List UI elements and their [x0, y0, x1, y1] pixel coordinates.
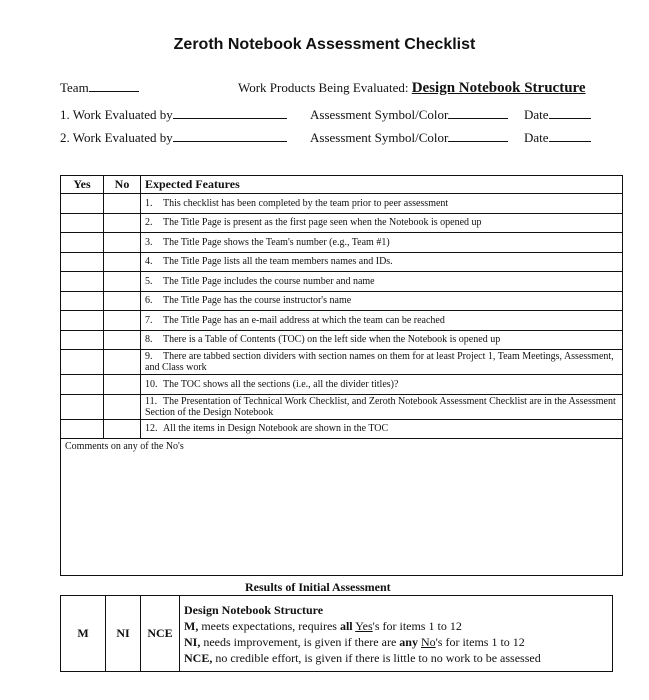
work-products — [238, 80, 586, 97]
feature-text — [141, 252, 623, 272]
team-label: Team — [60, 80, 89, 95]
team-field — [60, 80, 139, 96]
date-blank[interactable] — [549, 141, 591, 142]
criteria-ni: NI, needs improvement, is given if there are any No's for items 1 to 12 — [184, 634, 525, 649]
feature-text — [141, 291, 623, 311]
checklist-row — [61, 311, 623, 331]
work-products-label: Work Products Being Evaluated: — [238, 80, 409, 95]
comments-label: Comments on any of the No's — [65, 441, 184, 452]
yes-cell[interactable] — [61, 330, 104, 350]
yes-cell[interactable] — [61, 194, 104, 214]
item-text: The Title Page lists all the team members names and IDs. — [163, 256, 393, 268]
checklist-table — [60, 175, 623, 576]
item-text: The Title Page is present as the first page seen when the Notebook is opened up — [163, 217, 482, 229]
symbol-label: Assessment Symbol/Color — [310, 130, 449, 145]
item-number: 5. — [145, 275, 153, 287]
yes-cell[interactable] — [61, 291, 104, 311]
item-text: There are tabbed section dividers with section names on them for at least Project 1, Team Meetings, Assessment, and Class work — [145, 351, 614, 373]
no-cell[interactable] — [104, 233, 141, 253]
rating-criteria — [180, 596, 613, 672]
rating-ni[interactable]: NI — [106, 596, 141, 672]
checklist-row — [61, 330, 623, 350]
date-label: Date — [524, 107, 549, 122]
evaluator-label: 1. Work Evaluated by — [60, 107, 173, 122]
page-title: Zeroth Notebook Assessment Checklist — [173, 36, 476, 53]
feature-text — [141, 213, 623, 233]
item-text: The Presentation of Technical Work Checklist, and Zeroth Notebook Assessment Checklist are in the Assessment Section of the Design Notebook — [145, 395, 616, 418]
date-2 — [524, 130, 591, 146]
results-title: Results of Initial Assessment — [245, 580, 391, 594]
symbol-2 — [310, 130, 508, 146]
col-yes: Yes — [61, 176, 104, 194]
date-label: Date — [524, 130, 549, 145]
evaluator-1 — [60, 107, 287, 123]
no-cell[interactable] — [104, 213, 141, 233]
feature-text — [141, 233, 623, 253]
date-1 — [524, 107, 591, 123]
no-cell[interactable] — [104, 194, 141, 214]
item-number: 11. — [145, 395, 158, 407]
item-text: The Title Page includes the course number and name — [163, 275, 375, 287]
item-number: 7. — [145, 314, 153, 326]
evaluator-2 — [60, 130, 287, 146]
evaluator-label: 2. Work Evaluated by — [60, 130, 173, 145]
yes-cell[interactable] — [61, 213, 104, 233]
yes-cell[interactable] — [61, 350, 104, 375]
checklist-row — [61, 233, 623, 253]
work-products-value: Design Notebook Structure — [411, 80, 586, 96]
evaluator-blank[interactable] — [173, 118, 287, 119]
no-cell[interactable] — [104, 350, 141, 375]
item-text: The Title Page has the course instructor's name — [163, 295, 352, 307]
symbol-1 — [310, 107, 508, 123]
criteria-heading: Design Notebook Structure — [184, 602, 324, 617]
item-number: 8. — [145, 334, 153, 346]
feature-text — [141, 311, 623, 331]
item-text: The TOC shows all the sections (i.e., all the divider titles)? — [163, 378, 399, 390]
feature-text — [141, 419, 623, 439]
feature-text — [141, 375, 623, 395]
no-cell[interactable] — [104, 330, 141, 350]
team-blank[interactable] — [89, 91, 139, 92]
rating-m[interactable]: M — [61, 596, 106, 672]
checklist-row — [61, 394, 623, 419]
results-table — [60, 595, 613, 672]
symbol-blank[interactable] — [448, 141, 508, 142]
item-text: The Title Page shows the Team's number (e.g., Team #1) — [163, 236, 390, 248]
checklist-row — [61, 194, 623, 214]
feature-text — [141, 194, 623, 214]
checklist-row — [61, 272, 623, 292]
checklist-row — [61, 419, 623, 439]
checklist-row — [61, 252, 623, 272]
evaluator-blank[interactable] — [173, 141, 287, 142]
no-cell[interactable] — [104, 394, 141, 419]
feature-text — [141, 350, 623, 375]
rating-nce[interactable]: NCE — [141, 596, 180, 672]
item-text: This checklist has been completed by the team prior to peer assessment — [163, 197, 449, 209]
col-no: No — [104, 176, 141, 194]
yes-cell[interactable] — [61, 419, 104, 439]
checklist-row — [61, 350, 623, 375]
criteria-nce: NCE, no credible effort, is given if there is little to no work to be assessed — [184, 650, 541, 665]
item-text: All the items in Design Notebook are shown in the TOC — [163, 423, 389, 435]
item-number: 9. — [145, 351, 153, 362]
no-cell[interactable] — [104, 419, 141, 439]
yes-cell[interactable] — [61, 375, 104, 395]
no-cell[interactable] — [104, 272, 141, 292]
item-text: There is a Table of Contents (TOC) on the left side when the Notebook is opened up — [163, 334, 501, 346]
yes-cell[interactable] — [61, 233, 104, 253]
yes-cell[interactable] — [61, 311, 104, 331]
date-blank[interactable] — [549, 118, 591, 119]
symbol-blank[interactable] — [448, 118, 508, 119]
item-number: 6. — [145, 295, 153, 307]
no-cell[interactable] — [104, 252, 141, 272]
checklist-row — [61, 375, 623, 395]
item-number: 2. — [145, 217, 153, 229]
item-text: The Title Page has an e-mail address at which the team can be reached — [163, 314, 445, 326]
checklist-row — [61, 213, 623, 233]
col-features: Expected Features — [141, 176, 623, 194]
symbol-label: Assessment Symbol/Color — [310, 107, 449, 122]
yes-cell[interactable] — [61, 272, 104, 292]
checklist-row — [61, 291, 623, 311]
item-number: 1. — [145, 197, 153, 209]
criteria-m: M, meets expectations, requires all Yes's for items 1 to 12 — [184, 618, 462, 633]
item-number: 10. — [145, 378, 158, 390]
no-cell[interactable] — [104, 375, 141, 395]
item-number: 12. — [145, 423, 158, 435]
feature-text — [141, 330, 623, 350]
item-number: 3. — [145, 236, 153, 248]
feature-text — [141, 394, 623, 419]
yes-cell[interactable] — [61, 394, 104, 419]
yes-cell[interactable] — [61, 252, 104, 272]
item-number: 4. — [145, 256, 153, 268]
no-cell[interactable] — [104, 291, 141, 311]
feature-text — [141, 272, 623, 292]
no-cell[interactable] — [104, 311, 141, 331]
comments-box[interactable] — [61, 439, 623, 576]
